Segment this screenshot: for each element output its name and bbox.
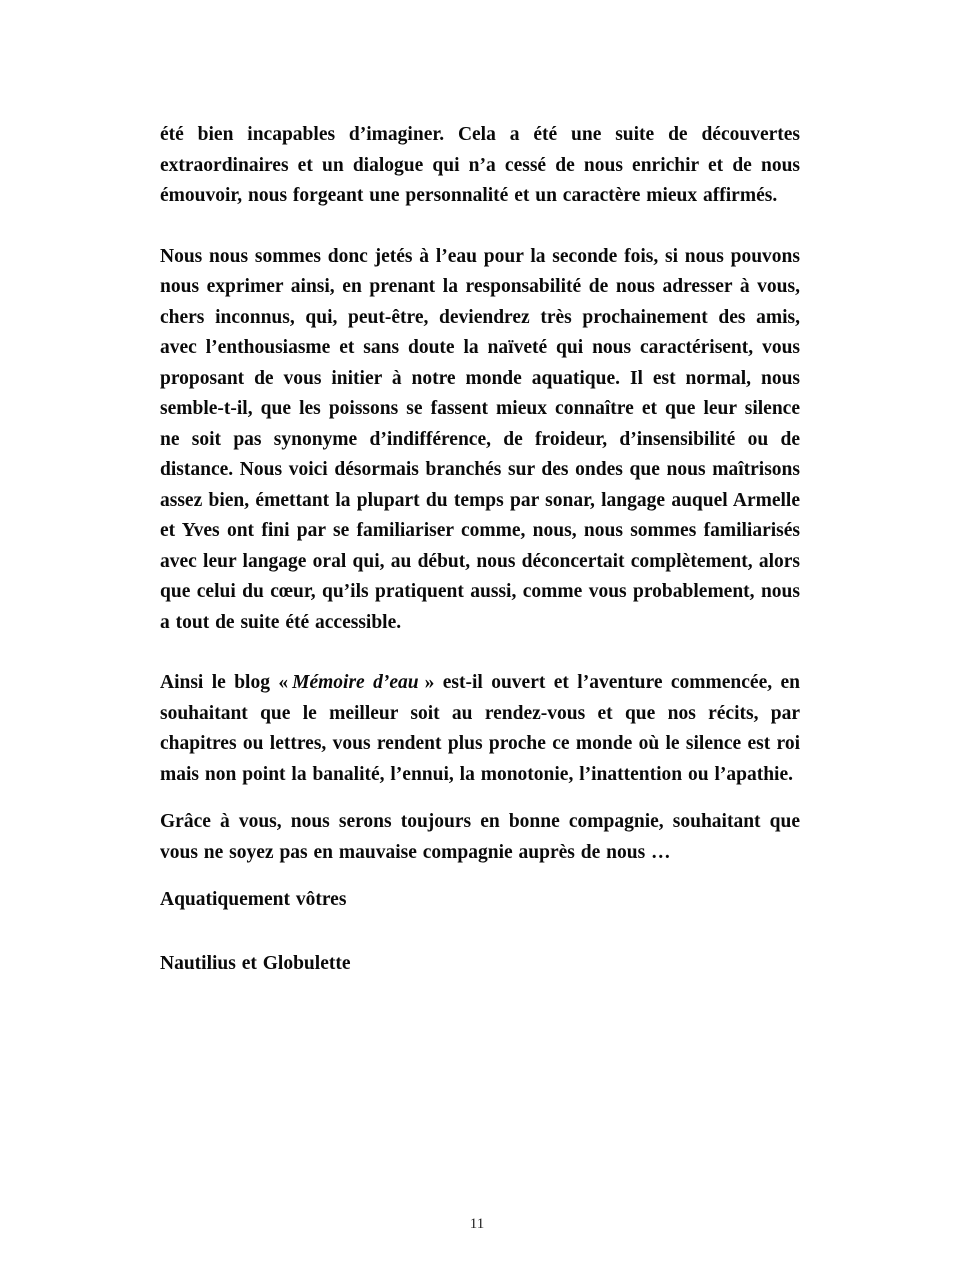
paragraph-blog-text-before: Ainsi le blog « xyxy=(160,672,289,693)
blog-title: Mémoire d’eau xyxy=(292,672,419,693)
closing-salutation: Aquatiquement vôtres xyxy=(160,889,347,910)
paragraph-blog-announcement xyxy=(160,668,800,790)
page-number: 11 xyxy=(469,1216,485,1232)
paragraph-continuation: été bien incapables d’imaginer. Cela a été une suite de découvertes extraordinaires et un dialogue qui n’a cessé de nous enrichir et de nous émouvoir, nous forgeant une personnalité et un caractère mieux affirmés. xyxy=(160,124,800,206)
text-block xyxy=(160,120,800,1009)
paragraph-thanks: Grâce à vous, nous serons toujours en bonne compagnie, souhaitant que vous ne soyez pas en mauvaise compagnie auprès de nous … xyxy=(160,811,800,863)
signature: Nautilius et Globulette xyxy=(160,952,351,974)
paragraph-blog-text-after: » est-il ouvert et l’aventure commencée, en souhaitant que le meilleur soit au rendez-vous et que nos récits, par chapitres ou lettres, vous rendent plus proche ce monde où le silence est roi mais non point la banalité, l’ennui, la monotonie, l’inattention ou l’apathie. xyxy=(160,672,801,785)
paragraph-second-dive: Nous nous sommes donc jetés à l’eau pour la seconde fois, si nous pouvons nous exprimer ainsi, en prenant la responsabilité de nous adresser à vous, chers inconnus, qui, peut-être, deviendrez très prochainement des amis, avec l’enthousiasme et sans doute la naïveté qui nous caractérisent, vous proposant de vous initier à notre monde aquatique. Il est normal, nous semble-t-il, que les poissons se fassent mieux connaître et que leur silence ne soit pas synonyme d’indifférence, de froideur, d’insensibilité ou de distance. Nous voici désormais branchés sur des ondes que nous maîtrisons assez bien, émettant la plupart du temps par sonar, langage auquel Armelle et Yves ont fini par se familiariser comme, nous, nous sommes familiarisés avec leur langage oral qui, au début, nous déconcertait complètement, alors que celui du cœur, qu’ils pratiquent aussi, comme vous probablement, nous a tout de suite été accessible. xyxy=(160,245,800,633)
